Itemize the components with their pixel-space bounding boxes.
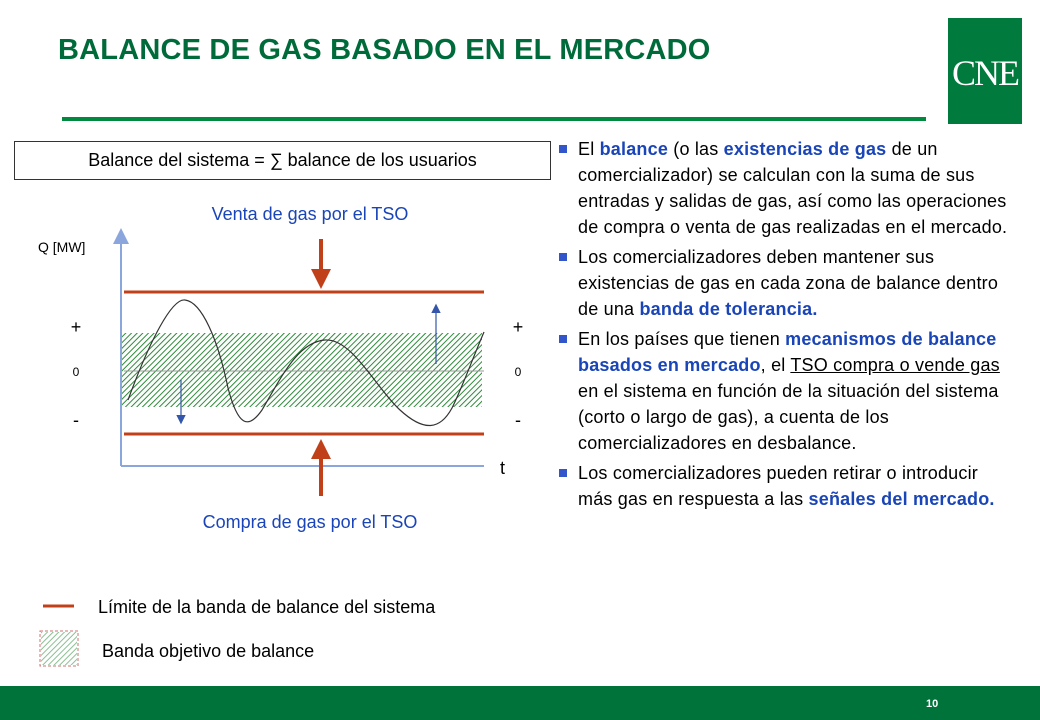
- logo-text: CNE: [952, 53, 1018, 93]
- highlighted-text: mecanismos de balance basados en mercado: [578, 329, 997, 375]
- highlighted-text: balance: [599, 139, 669, 159]
- buy-gas-label: Compra de gas por el TSO: [202, 512, 418, 532]
- footer-bar: [0, 686, 1040, 720]
- minus-right: -: [515, 410, 521, 430]
- highlighted-text: banda de tolerancia.: [639, 299, 818, 319]
- sell-gas-label: Venta de gas por el TSO: [211, 204, 409, 224]
- balance-formula-box: Balance del sistema = ∑ balance de los usuarios: [14, 141, 551, 180]
- target-balance-band: [122, 333, 482, 407]
- bullet-item: [556, 460, 1016, 512]
- bullet-text: (o las: [668, 139, 724, 159]
- legend-band-label: Banda objetivo de balance: [102, 641, 315, 661]
- bullet-text: en el sistema en función de la situación del sistema (corto o largo de gas), a cuenta de los comercializadores en desbalance.: [578, 381, 999, 453]
- bullet-square-icon: [559, 253, 567, 261]
- bullet-item: [556, 136, 1016, 240]
- bullet-square-icon: [559, 145, 567, 153]
- slide-title: BALANCE DE GAS BASADO EN EL MERCADO: [58, 34, 711, 66]
- zero-right: 0: [514, 365, 522, 379]
- bullet-text: de un comercializador) se calculan con la suma de sus entradas y salidas de gas, así como las operaciones de compra o venta de gas realizadas en el mercado.: [578, 139, 1008, 237]
- plus-left: +: [70, 317, 82, 337]
- zero-left: 0: [72, 365, 80, 379]
- bullet-text: En los países que tienen: [578, 329, 786, 349]
- legend-limit-label: Límite de la banda de balance del sistema: [98, 597, 436, 617]
- bullet-list: [556, 136, 1016, 516]
- bullet-text: Los comercializadores deben mantener sus existencias de gas en cada zona de balance dentro de una: [578, 247, 999, 319]
- bullet-square-icon: [559, 469, 567, 477]
- bullet-text: Los comercializadores pueden retirar o introducir más gas en respuesta a las: [578, 463, 978, 509]
- bullet-square-icon: [559, 335, 567, 343]
- underlined-text: TSO compra o vende gas: [790, 355, 1000, 375]
- minus-left: -: [73, 410, 79, 430]
- bullet-item: [556, 244, 1016, 322]
- plus-right: +: [512, 317, 524, 337]
- y-axis-label: Q [MW]: [38, 239, 86, 255]
- highlighted-text: señales del mercado.: [808, 489, 995, 509]
- page-number: 10: [926, 698, 939, 710]
- bullet-text: , el: [760, 355, 791, 375]
- title-underline: [62, 117, 926, 121]
- balance-diagram: [0, 190, 556, 680]
- cne-logo: [948, 18, 1022, 124]
- x-axis-label: t: [500, 458, 506, 478]
- highlighted-text: existencias de gas: [723, 139, 887, 159]
- bullet-item: [556, 326, 1016, 456]
- bullet-text: El: [578, 139, 600, 159]
- legend-band-fill: [41, 632, 77, 665]
